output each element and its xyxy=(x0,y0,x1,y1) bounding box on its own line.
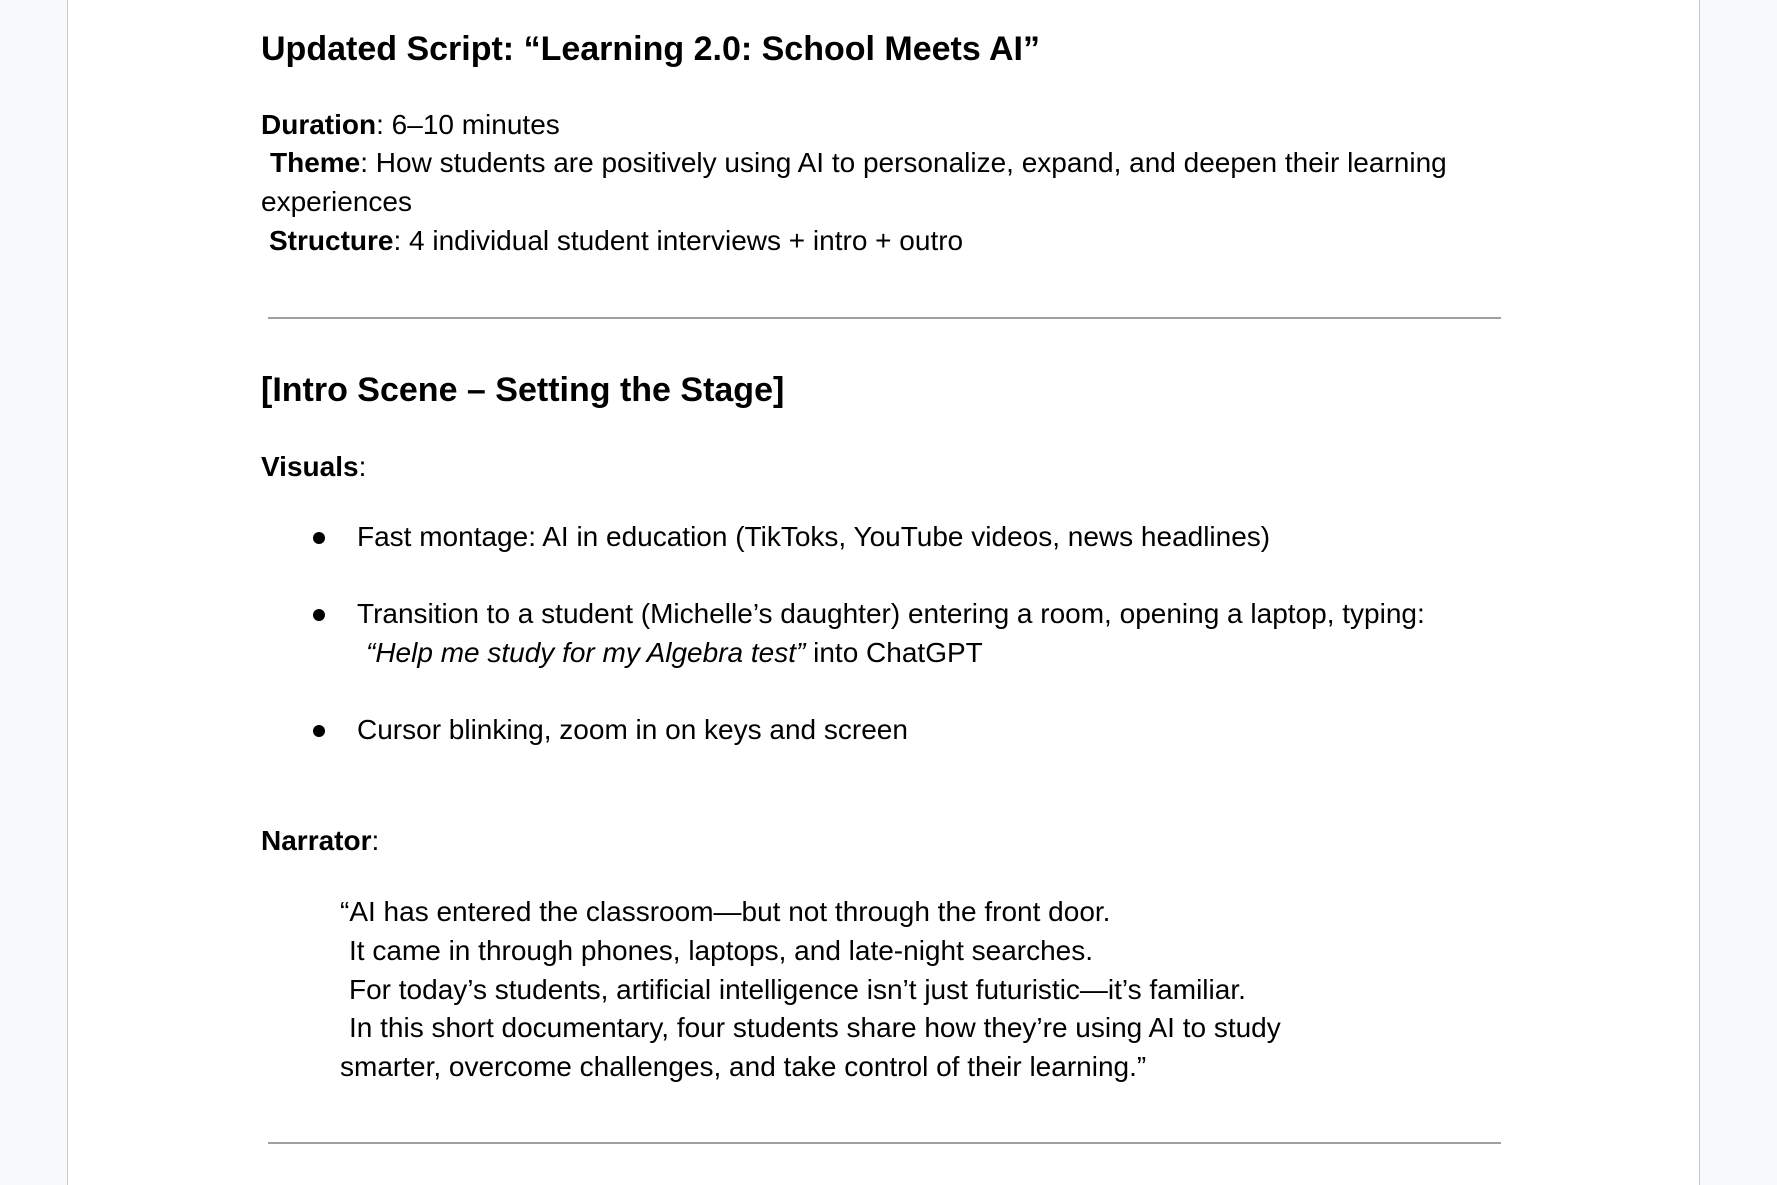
intro-scene-heading: [Intro Scene – Setting the Stage] xyxy=(261,371,785,409)
theme-line xyxy=(270,144,1447,182)
document-page xyxy=(67,0,1700,1185)
narrator-label: Narrator xyxy=(261,825,372,856)
list-item: Fast montage: AI in education (TikToks, YouTube videos, news headlines) xyxy=(357,521,1271,552)
document-title: Updated Script: “Learning 2.0: School Meets AI” xyxy=(261,30,1040,68)
narrator-line: For today’s students, artificial intelligence isn’t just futuristic—it’s familiar. xyxy=(349,974,1246,1005)
list-item: Cursor blinking, zoom in on keys and screen xyxy=(357,714,908,745)
bullet-icon xyxy=(313,725,325,737)
duration-value: : 6–10 minutes xyxy=(376,109,560,140)
list-item: Transition to a student (Michelle’s daughter) entering a room, opening a laptop, typing: xyxy=(357,598,1425,629)
narrator-line: smarter, overcome challenges, and take control of their learning.” xyxy=(340,1051,1147,1082)
bullet-icon xyxy=(313,609,325,621)
narrator-line: In this short documentary, four students share how they’re using AI to study xyxy=(349,1012,1281,1043)
narrator-line: “AI has entered the classroom—but not through the front door. xyxy=(340,896,1111,927)
structure-value: : 4 individual student interviews + intro + outro xyxy=(393,225,964,256)
list-item-continued: “Help me study for my Algebra test” into ChatGPT xyxy=(366,637,983,668)
duration-label: Duration xyxy=(261,109,377,140)
structure-line xyxy=(269,222,963,260)
horizontal-rule xyxy=(268,317,1501,319)
narrator-line: It came in through phones, laptops, and late-night searches. xyxy=(349,935,1094,966)
italic-prompt: “Help me study for my Algebra test” xyxy=(366,637,806,668)
structure-label: Structure xyxy=(269,225,394,256)
horizontal-rule xyxy=(268,1142,1501,1144)
visuals-label: Visuals xyxy=(261,451,359,482)
theme-label: Theme xyxy=(270,147,361,178)
visuals-label-line: Visuals: xyxy=(261,451,367,482)
theme-line-continued: experiences xyxy=(261,186,412,217)
bullet-icon xyxy=(313,532,325,544)
narrator-label-line: Narrator: xyxy=(261,825,380,856)
duration-line xyxy=(261,106,560,144)
theme-value: : How students are positively using AI to personalize, expand, and deepen their learning xyxy=(360,147,1447,178)
